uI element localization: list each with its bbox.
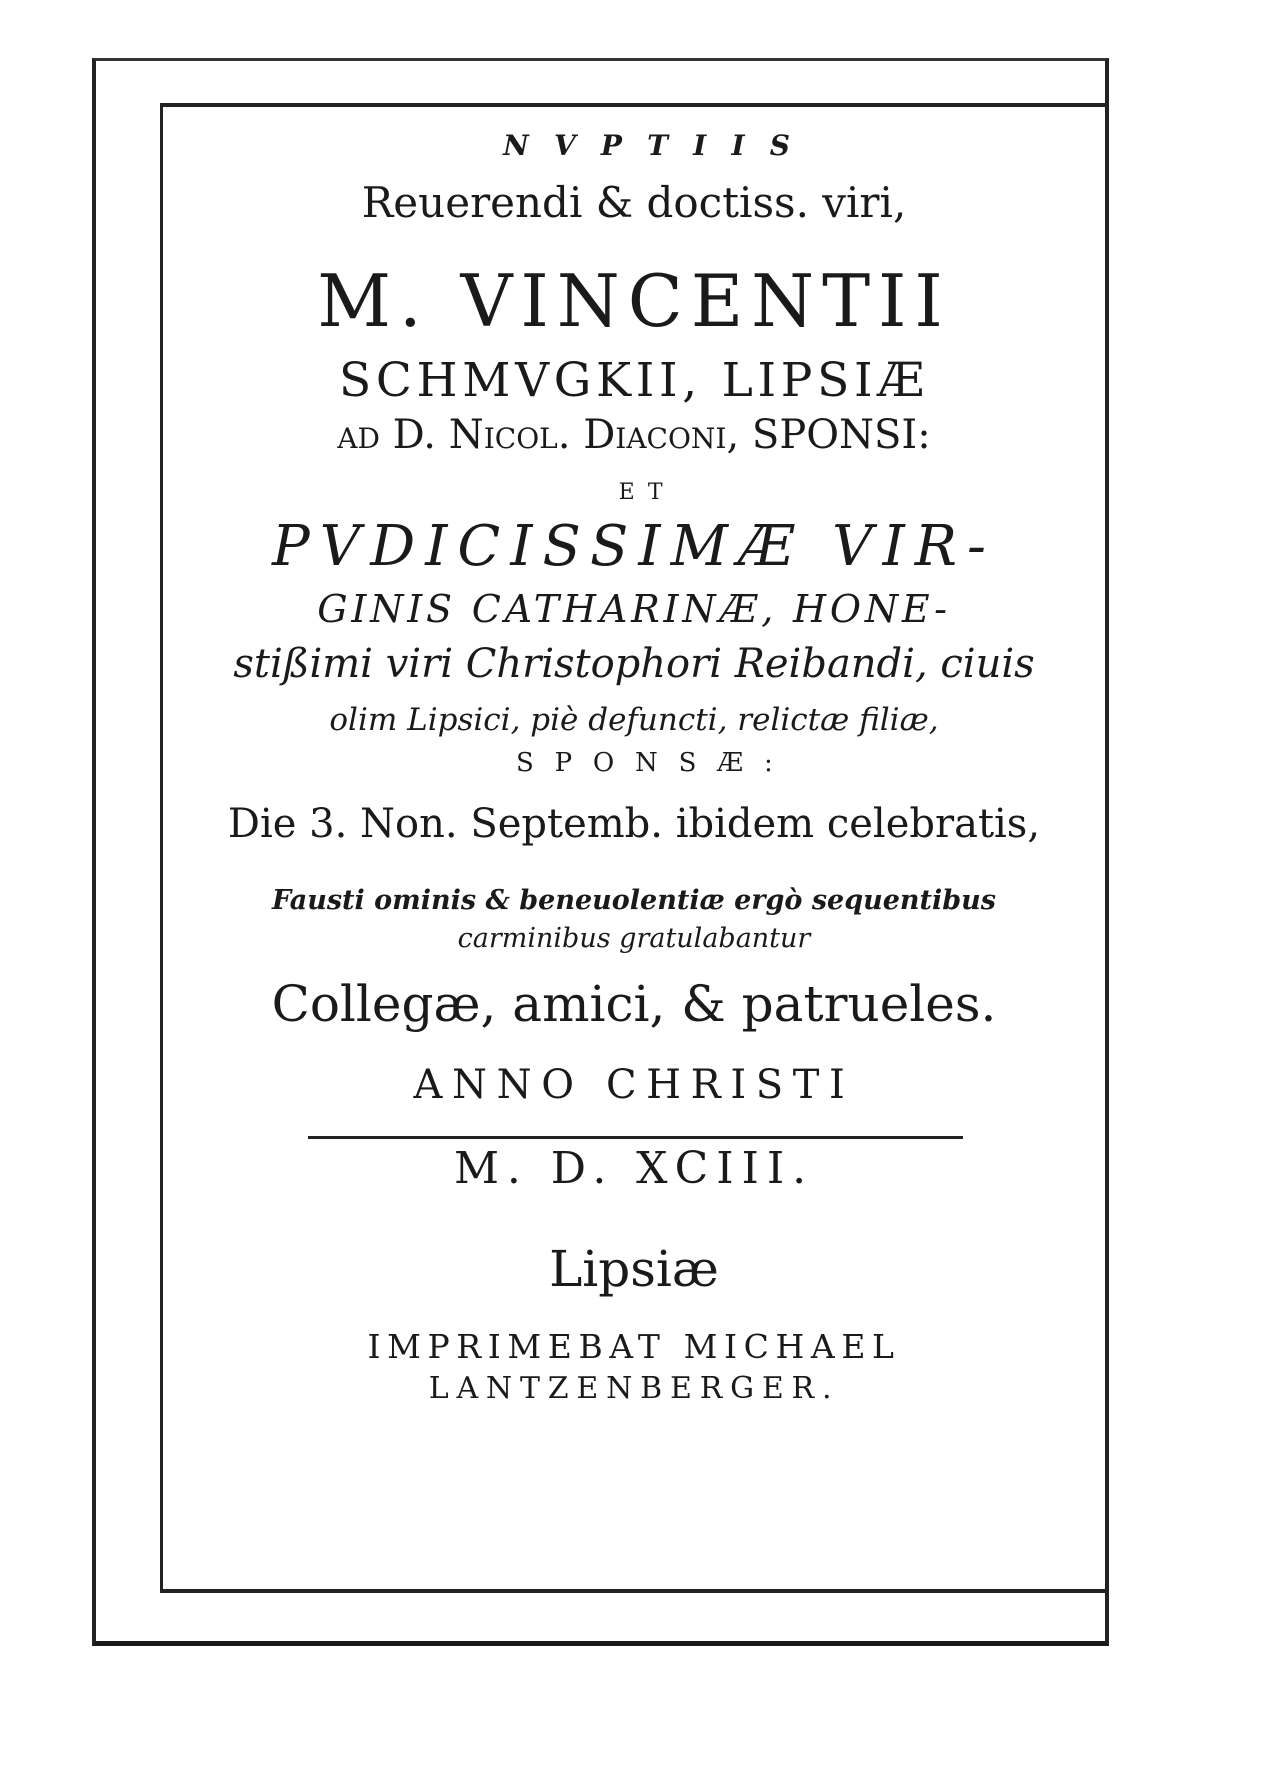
heading-nuptiis: NVPTIIS — [503, 129, 816, 162]
line-olim-lipsici: olim Lipsici, piè defuncti, relictæ filiæ, — [329, 702, 939, 738]
line-lipsiae: Lipsiæ — [549, 1240, 719, 1298]
name-vincentii: M. VINCENTII — [317, 259, 951, 343]
line-et: ET — [618, 480, 676, 505]
horizontal-rule — [308, 1136, 963, 1139]
line-anno-christi: ANNO CHRISTI — [413, 1062, 855, 1108]
line-collegae: Collegæ, amici, & patrueles. — [271, 975, 997, 1033]
line-reuerendi: Reuerendi & doctiss. viri, — [361, 178, 907, 227]
line-stissimi: stißimi viri Christophori Reibandi, ciuis — [233, 641, 1035, 687]
name-schmugkii: SCHMVGKII, LIPSIÆ — [339, 353, 929, 408]
line-carminibus: carminibus gratulabantur — [457, 923, 811, 954]
line-printer-name: LANTZENBERGER. — [428, 1371, 840, 1406]
line-sponsae: SPONSÆ: — [516, 748, 794, 778]
line-pudicissimae: PVDICISSIMÆ VIR- — [271, 514, 997, 579]
line-die-non: Die 3. Non. Septemb. ibidem celebratis, — [227, 801, 1041, 847]
line-imprimebat: IMPRIMEBAT MICHAEL — [367, 1327, 901, 1366]
line-year-roman: M. D. XCIII. — [453, 1143, 815, 1194]
line-ginis-catharinae: GINIS CATHARINÆ, HONE- — [317, 587, 951, 631]
line-fausti-ominis: Fausti ominis & beneuolentiæ ergò sequentibus — [272, 885, 996, 916]
line-ad-nicol: ad D. Nicol. Diaconi, SPONSI: — [337, 412, 931, 458]
